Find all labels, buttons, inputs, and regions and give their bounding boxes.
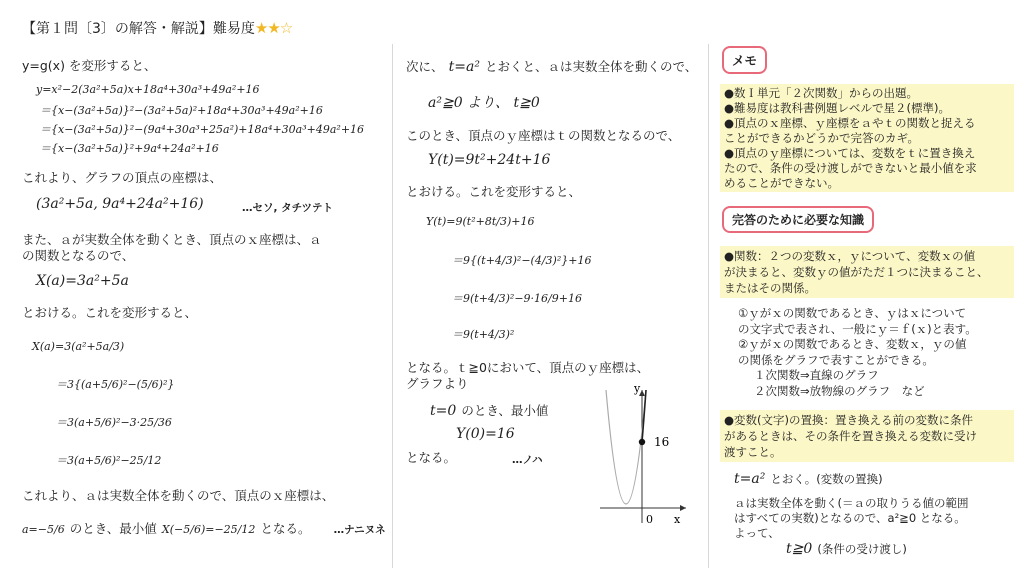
condition-note: (条件の受け渡し) (817, 542, 907, 556)
x-equation-line: ＝3(a+5/6)²−25/12 (56, 454, 162, 467)
column-divider (708, 44, 709, 568)
intercept-label: 16 (654, 435, 670, 449)
page-title (22, 20, 292, 37)
parabola-graph (590, 378, 700, 528)
answer-label: …ナニヌネ (333, 524, 386, 536)
detail-line: の関係をグラフで表すことができる。 (738, 352, 934, 367)
definition-line: ●関数：２つの変数ｘ，ｙについて、変数ｘの値 (724, 249, 976, 263)
definition-line: ●変数(文字)の置換：置き換える前の変数に条件 (724, 413, 974, 427)
intro-text: y=g(x) を変形すると、 (22, 58, 157, 73)
answer-label: …セソ, タチツテト (242, 202, 334, 214)
y-equation-line: ＝9{(t+4/3)²−(4/3)²}+16 (452, 254, 592, 267)
y-axis-label: y (634, 382, 641, 395)
final-a: a=−5/6 (22, 523, 65, 536)
equation-line: ＝{x−(3a²+5a)}²+9a⁴+24a²+16 (40, 142, 219, 155)
column-divider (392, 44, 393, 568)
memo-item: めることができない。 (724, 176, 839, 190)
t-condition: a²≧0 より、 t≧0 (428, 95, 540, 111)
y-equation-line: ＝9(t+4/3)² (452, 328, 515, 341)
vertex-coordinate: (3a²+5a, 9a⁴+24a²+16) (36, 196, 204, 212)
x-intro-line1: また、ａが実数全体を動くとき、頂点のｘ座標は、ａ (22, 232, 322, 247)
memo-list (724, 86, 977, 191)
final-x: X(−5/6)=−25/12 (161, 523, 256, 536)
y-function: Y(t)=9t²+24t+16 (428, 152, 551, 168)
knowledge-badge: 完答のために必要な知識 (722, 206, 874, 233)
t-definition: t=a² (448, 59, 480, 75)
memo-item: ことができるかどうかで完答のカギ。 (724, 131, 920, 145)
y-intercept-point (639, 439, 645, 445)
x-equation-line: X(a)=3(a²+5a/3) (32, 340, 125, 353)
detail-line: の文字式で表され、一般にｙ＝ｆ(ｘ)と表す。 (738, 321, 977, 336)
explanation-line: ａは実数全体を動く(＝ａの取りうる値の範囲 (734, 496, 969, 510)
detail-line: ２次関数⇒放物線のグラフ など (754, 383, 925, 398)
end-text: となる。 (406, 450, 457, 465)
memo-item: ●難易度は教科書例題レベルで星２(標準)。 (724, 101, 951, 115)
memo-badge: メモ (722, 46, 767, 74)
x-axis-arrow (680, 505, 686, 511)
parabola-solid-part (642, 390, 646, 442)
condition-transfer (786, 538, 907, 557)
minimum-condition (430, 400, 548, 419)
explanation-line: はすべての実数)となるので、a²≧0 となる。 (734, 511, 966, 525)
detail-line: １次関数⇒直線のグラフ (754, 368, 879, 382)
title-text: 【第１問〔3〕の解答・解説】難易度 (22, 21, 255, 37)
line1-text: 次に、 (406, 59, 444, 74)
difficulty-stars: ★★☆ (254, 19, 293, 37)
substitution-definition (724, 412, 977, 460)
transform-text: とおける。これを変形すると、 (22, 305, 198, 320)
memo-item: たので、条件の受け渡しができないと最小値を求 (724, 161, 977, 175)
origin-label: 0 (646, 513, 653, 526)
definition-line: またはその関係。 (724, 281, 816, 295)
x-axis-label: x (674, 513, 681, 526)
x-intro-line2: の関数となるので、 (22, 248, 135, 263)
conclusion-line1: となる。ｔ≧0において、頂点のｙ座標は、 (406, 360, 650, 375)
detail-line: ①ｙがｘの関数であるとき、ｙはｘについて (738, 306, 967, 320)
memo-item: ●頂点のｘ座標、ｙ座標をａやｔの関数と捉える (724, 116, 976, 130)
final-mid: のとき、最小値 (69, 521, 157, 536)
y-intro: このとき、頂点のｙ座標はｔの関数となるので、 (406, 128, 681, 143)
vertex-intro: これより、グラフの頂点の座標は、 (22, 170, 223, 185)
function-definition (724, 248, 989, 296)
equation-line: ＝{x−(3a²+5a)}²−(3a²+5a)²+18a⁴+30a³+49a²+16 (40, 104, 323, 117)
x-equation-line: ＝3(a+5/6)²−3·25/36 (56, 416, 172, 429)
final-answer (22, 518, 386, 537)
conclusion-line2: グラフより (406, 376, 469, 391)
definition-line: 渡すこと。 (724, 445, 782, 459)
line1b-text: とおくと、ａは実数全体を動くので、 (485, 59, 698, 74)
parabola-dashed-part (606, 390, 646, 504)
substitution-formula: t=a² (734, 471, 766, 487)
explanation-line: よって、 (734, 526, 780, 540)
y-equation-line: ＝9(t+4/3)²−9·16/9+16 (452, 292, 582, 305)
transform-text: とおける。これを変形すると、 (406, 184, 582, 199)
substitution-line (406, 56, 697, 75)
final-end: となる。 (260, 521, 311, 536)
condition-formula: t≧0 (786, 541, 813, 557)
substitution-equation (734, 468, 883, 487)
t-zero: t=0 (430, 403, 457, 419)
equation-line: y=x²−2(3a²+5a)x+18a⁴+30a³+49a²+16 (36, 83, 260, 96)
definition-line: が決まると、変数ｙの値がただ１つに決まること、 (724, 265, 989, 279)
answer-label: …ノハ (512, 454, 543, 466)
detail-line: ②ｙがｘの関数であるとき、変数ｘ，ｙの値 (738, 337, 967, 351)
minimum-value: Y(0)=16 (456, 426, 515, 442)
x-equation-line: ＝3{(a+5/6)²−(5/6)²} (56, 378, 175, 391)
equation-line: ＝{x−(3a²+5a)}²−(9a⁴+30a³+25a²)+18a⁴+30a³+49a²+16 (40, 123, 365, 136)
t-zero-text: のとき、最小値 (461, 403, 549, 418)
y-equation-line: Y(t)=9(t²+8t/3)+16 (426, 215, 535, 228)
x-function: X(a)=3a²+5a (36, 273, 129, 289)
definition-line: があるときは、その条件を置き換える変数に受け (724, 429, 977, 443)
substitution-explanation (734, 496, 968, 541)
function-details (738, 306, 977, 399)
memo-item: ●数Ｉ単元「２次関数」からの出題。 (724, 86, 919, 100)
conclusion-text: これより、ａは実数全体を動くので、頂点のｘ座標は、 (22, 488, 335, 503)
memo-item: ●頂点のｙ座標については、変数をｔに置き換え (724, 146, 976, 160)
substitution-note: とおく。(変数の置換) (770, 472, 883, 486)
